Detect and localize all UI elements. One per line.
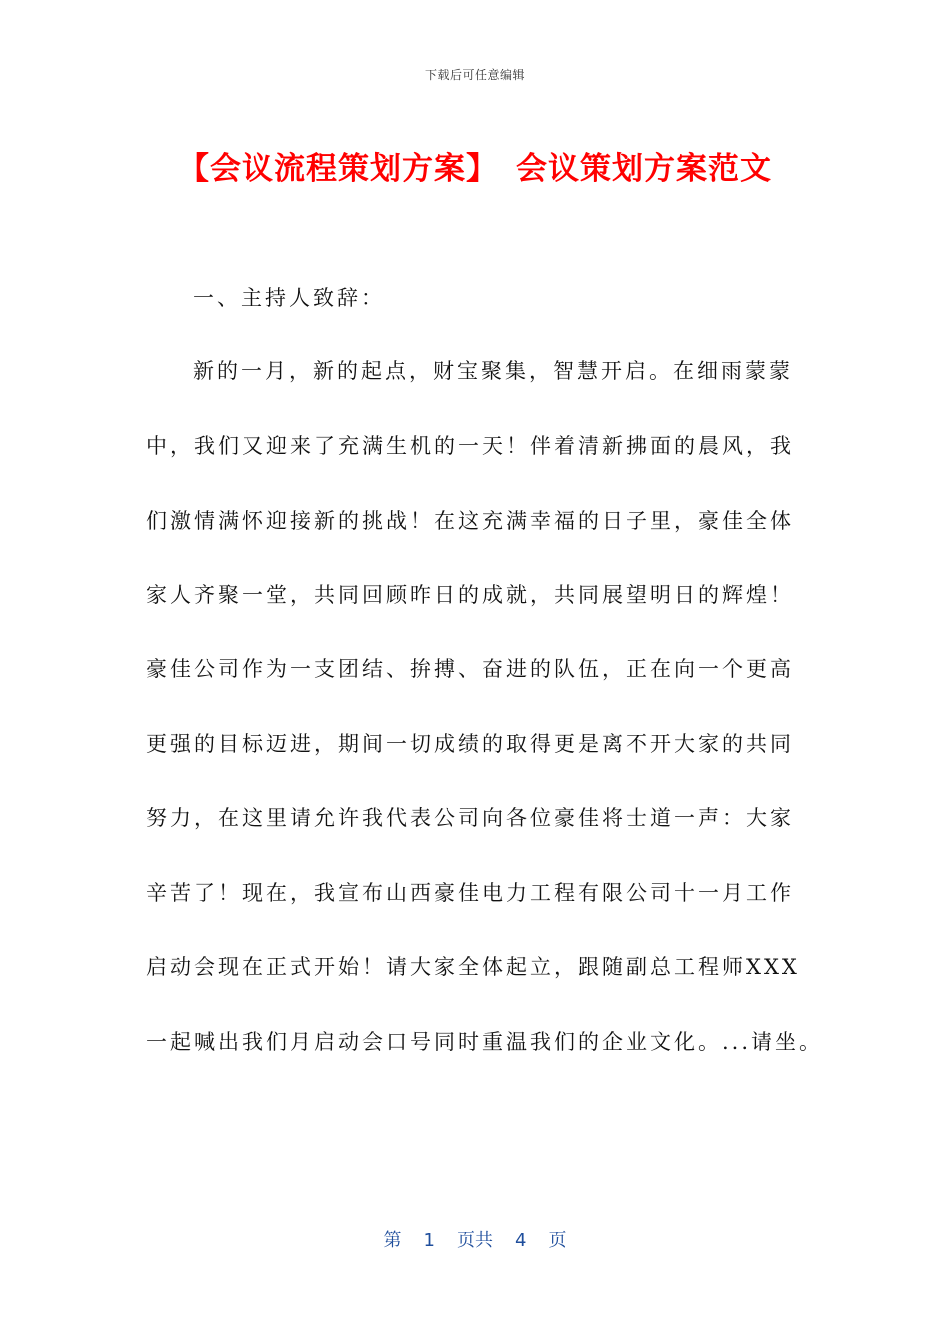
body-line: 启动会现在正式开始！请大家全体起立，跟随副总工程师XXX [146, 955, 800, 979]
body-line: 们激情满怀迎接新的挑战！在这充满幸福的日子里，豪佳全体 [146, 509, 794, 533]
body-line: 家人齐聚一堂，共同回顾昨日的成就，共同展望明日的辉煌！ [146, 583, 794, 607]
current-page-number: 1 [423, 1230, 435, 1251]
document-title [0, 143, 950, 188]
body-line: 豪佳公司作为一支团结、拚搏、奋进的队伍，正在向一个更高 [146, 657, 794, 681]
page-footer [0, 1226, 950, 1252]
body-line: 更强的目标迈进，期间一切成绩的取得更是离不开大家的共同 [146, 732, 794, 756]
title-part-main: 会议策划方案范文 [516, 151, 772, 187]
section-heading: 一、主持人致辞： [193, 286, 385, 310]
footer-suffix: 页 [548, 1230, 567, 1251]
body-line: 辛苦了！现在，我宣布山西豪佳电力工程有限公司十一月工作 [146, 881, 794, 905]
title-part-bracketed: 【会议流程策划方案】 [178, 151, 498, 187]
body-line: 一起喊出我们月启动会口号同时重温我们的企业文化。...请坐。 [146, 1030, 824, 1054]
total-pages-number: 4 [515, 1230, 527, 1251]
footer-middle: 页共 [457, 1230, 493, 1251]
body-line: 努力，在这里请允许我代表公司向各位豪佳将士道一声：大家 [146, 806, 794, 830]
body-line: 新的一月，新的起点，财宝聚集，智慧开启。在细雨蒙蒙 [193, 359, 793, 383]
footer-prefix: 第 [383, 1230, 402, 1251]
header-note: 下载后可任意编辑 [424, 68, 525, 82]
body-line: 中，我们又迎来了充满生机的一天！伴着清新拂面的晨风，我 [146, 434, 794, 458]
